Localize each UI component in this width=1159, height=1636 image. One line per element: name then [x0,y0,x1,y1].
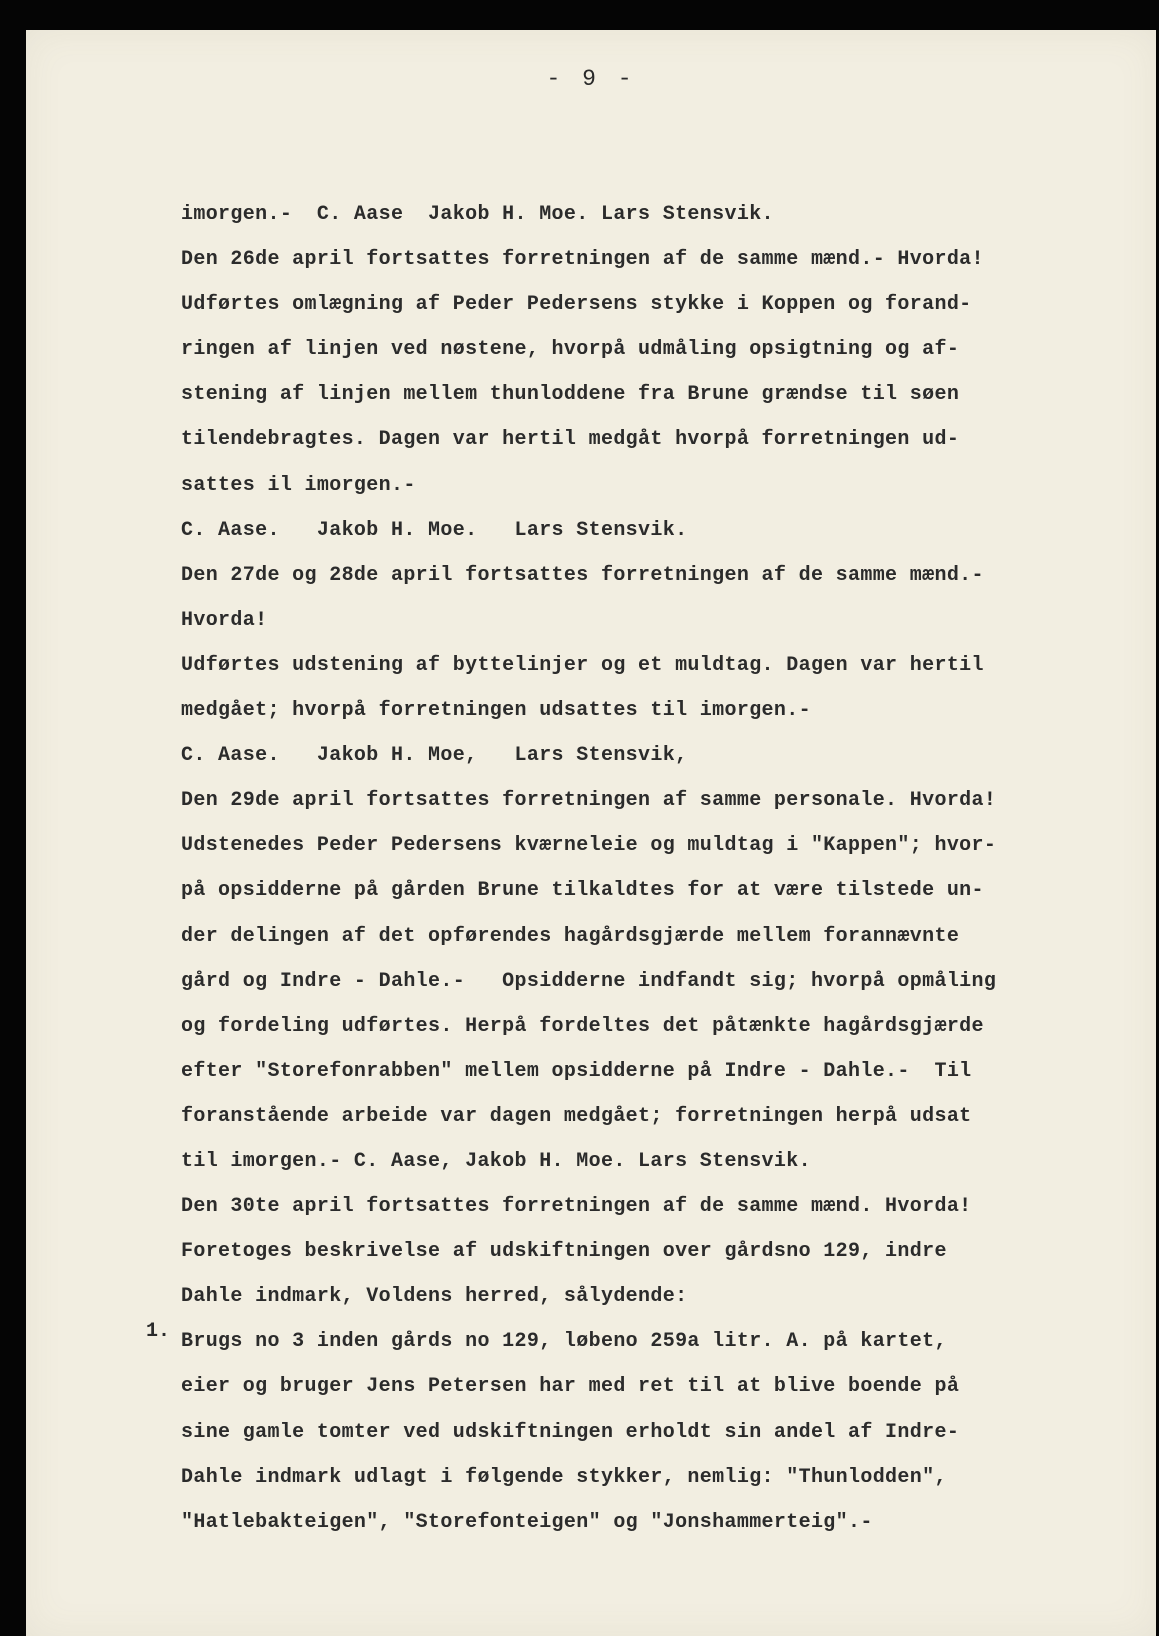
text-line: og fordeling udførtes. Herpå fordeltes det påtænkte hagårdsgjærde [181,1014,984,1038]
text-line: der delingen af det opførendes hagårdsgjærde mellem forannævnte [181,924,960,948]
document-page [26,30,1156,1636]
text-line: på opsidderne på gården Brune tilkaldtes for at være tilstede un- [181,879,984,903]
list-marker: 1. [146,1320,171,1343]
text-line: til imorgen.- C. Aase, Jakob H. Moe. Lars Stensvik. [181,1149,811,1173]
text-line: Brugs no 3 inden gårds no 129, løbeno 259a litr. A. på kartet, [181,1330,947,1354]
text-line: Dahle indmark udlagt i følgende stykker, nemlig: "Thunlodden", [181,1465,947,1489]
text-line: Den 30te april fortsattes forretningen af de samme mænd. Hvorda! [181,1195,972,1219]
text-line: sine gamle tomter ved udskiftningen erholdt sin andel af Indre- [181,1420,960,1444]
text-line: sattes il imorgen.- [181,473,416,497]
text-line: Udførtes udstening af byttelinjer og et muldtag. Dagen var hertil [181,653,984,677]
text-line: efter "Storefonrabben" mellem opsidderne på Indre - Dahle.- Til [181,1059,972,1083]
text-line: Udstenedes Peder Pedersens kværneleie og muldtag i "Kappen"; hvor- [181,834,997,858]
text-line: stening af linjen mellem thunloddene fra Brune grændse til søen [181,383,960,407]
text-line: Udførtes omlægning af Peder Pedersens stykke i Koppen og forand- [181,293,972,317]
text-line: Hvorda! [181,608,268,632]
text-line: eier og bruger Jens Petersen har med ret til at blive boende på [181,1375,960,1399]
text-line: foranstående arbeide var dagen medgået; forretningen herpå udsat [181,1104,972,1128]
text-line: imorgen.- C. Aase Jakob H. Moe. Lars Stensvik. [181,203,774,226]
text-line: ringen af linjen ved nøstene, hvorpå udmåling opsigtning og af- [181,338,960,362]
text-line: Foretoges beskrivelse af udskiftningen over gårdsno 129, indre [181,1240,947,1264]
text-line: "Hatlebakteigen", "Storefonteigen" og "Jonshammerteig".- [181,1510,873,1534]
text-line: Den 26de april fortsattes forretningen af de samme mænd.- Hvorda! [181,248,984,272]
page-number: - 9 - [546,66,636,92]
text-line: C. Aase. Jakob H. Moe. Lars Stensvik. [181,518,688,542]
text-line: C. Aase. Jakob H. Moe, Lars Stensvik, [181,744,688,768]
text-line: gård og Indre - Dahle.- Opsidderne indfandt sig; hvorpå opmåling [181,969,997,993]
typed-text-body [181,192,1081,1545]
text-line: Den 27de og 28de april fortsattes forretningen af de samme mænd.- [181,563,984,587]
text-line: Den 29de april fortsattes forretningen af samme personale. Hvorda! [181,789,997,813]
text-line: medgået; hvorpå forretningen udsattes til imorgen.- [181,699,811,723]
text-line: Dahle indmark, Voldens herred, sålydende: [181,1285,688,1309]
text-line: tilendebragtes. Dagen var hertil medgåt hvorpå forretningen ud- [181,428,960,452]
